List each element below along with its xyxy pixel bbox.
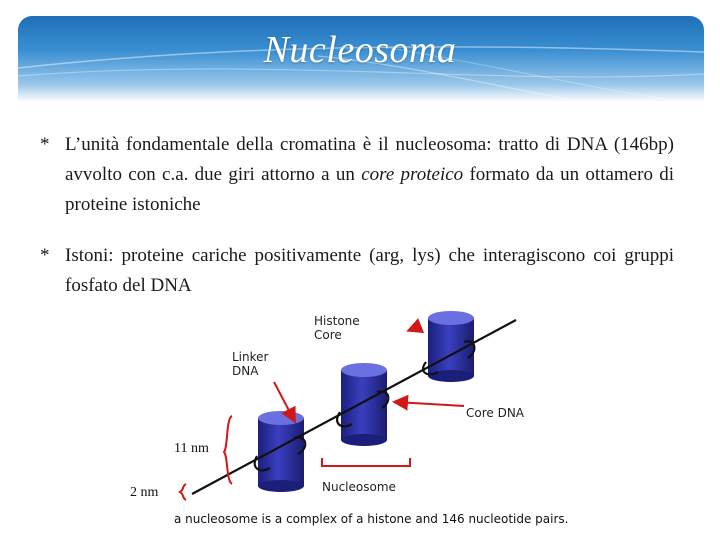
bullet-text-part1: L’unità fondamentale della cromatina è il nucleosoma: tratto di DNA (146bp) avvolto con c.a. due giri attorno a un bbox=[65, 134, 674, 185]
bracket-2nm bbox=[180, 484, 186, 500]
bullet-marker: * bbox=[40, 245, 50, 266]
bullet-text-italic: core proteico bbox=[361, 164, 464, 185]
nucleosome-bracket bbox=[322, 458, 410, 466]
histone-core-1 bbox=[258, 411, 304, 492]
label-core-dna: Core DNA bbox=[466, 406, 525, 420]
nucleosome-illustration bbox=[170, 308, 590, 528]
label-nucleosome: Nucleosome bbox=[322, 480, 396, 494]
bullet-nucleosome-definition bbox=[40, 130, 674, 220]
bullet-text: Istoni: proteine cariche positivamente (arg, lys) che interagiscono coi gruppi fosfato del DNA bbox=[65, 245, 674, 296]
label-2nm: 2 nm bbox=[130, 485, 159, 500]
bullet-histones bbox=[40, 241, 674, 301]
label-11nm: 11 nm bbox=[174, 441, 209, 456]
label-linker-dna: Linker DNA bbox=[232, 350, 269, 378]
label-histone-core: Histone Core bbox=[314, 314, 360, 342]
nucleosome-diagram bbox=[170, 308, 590, 528]
diagram-caption: a nucleosome is a complex of a histone and 146 nucleotide pairs. bbox=[174, 512, 569, 526]
histone-core-2 bbox=[341, 363, 387, 446]
bullet-text-part2: formato da un ottamero di proteine istoniche bbox=[65, 164, 675, 215]
bullet-marker: * bbox=[40, 134, 50, 155]
page-title: Nucleosoma bbox=[263, 29, 457, 71]
